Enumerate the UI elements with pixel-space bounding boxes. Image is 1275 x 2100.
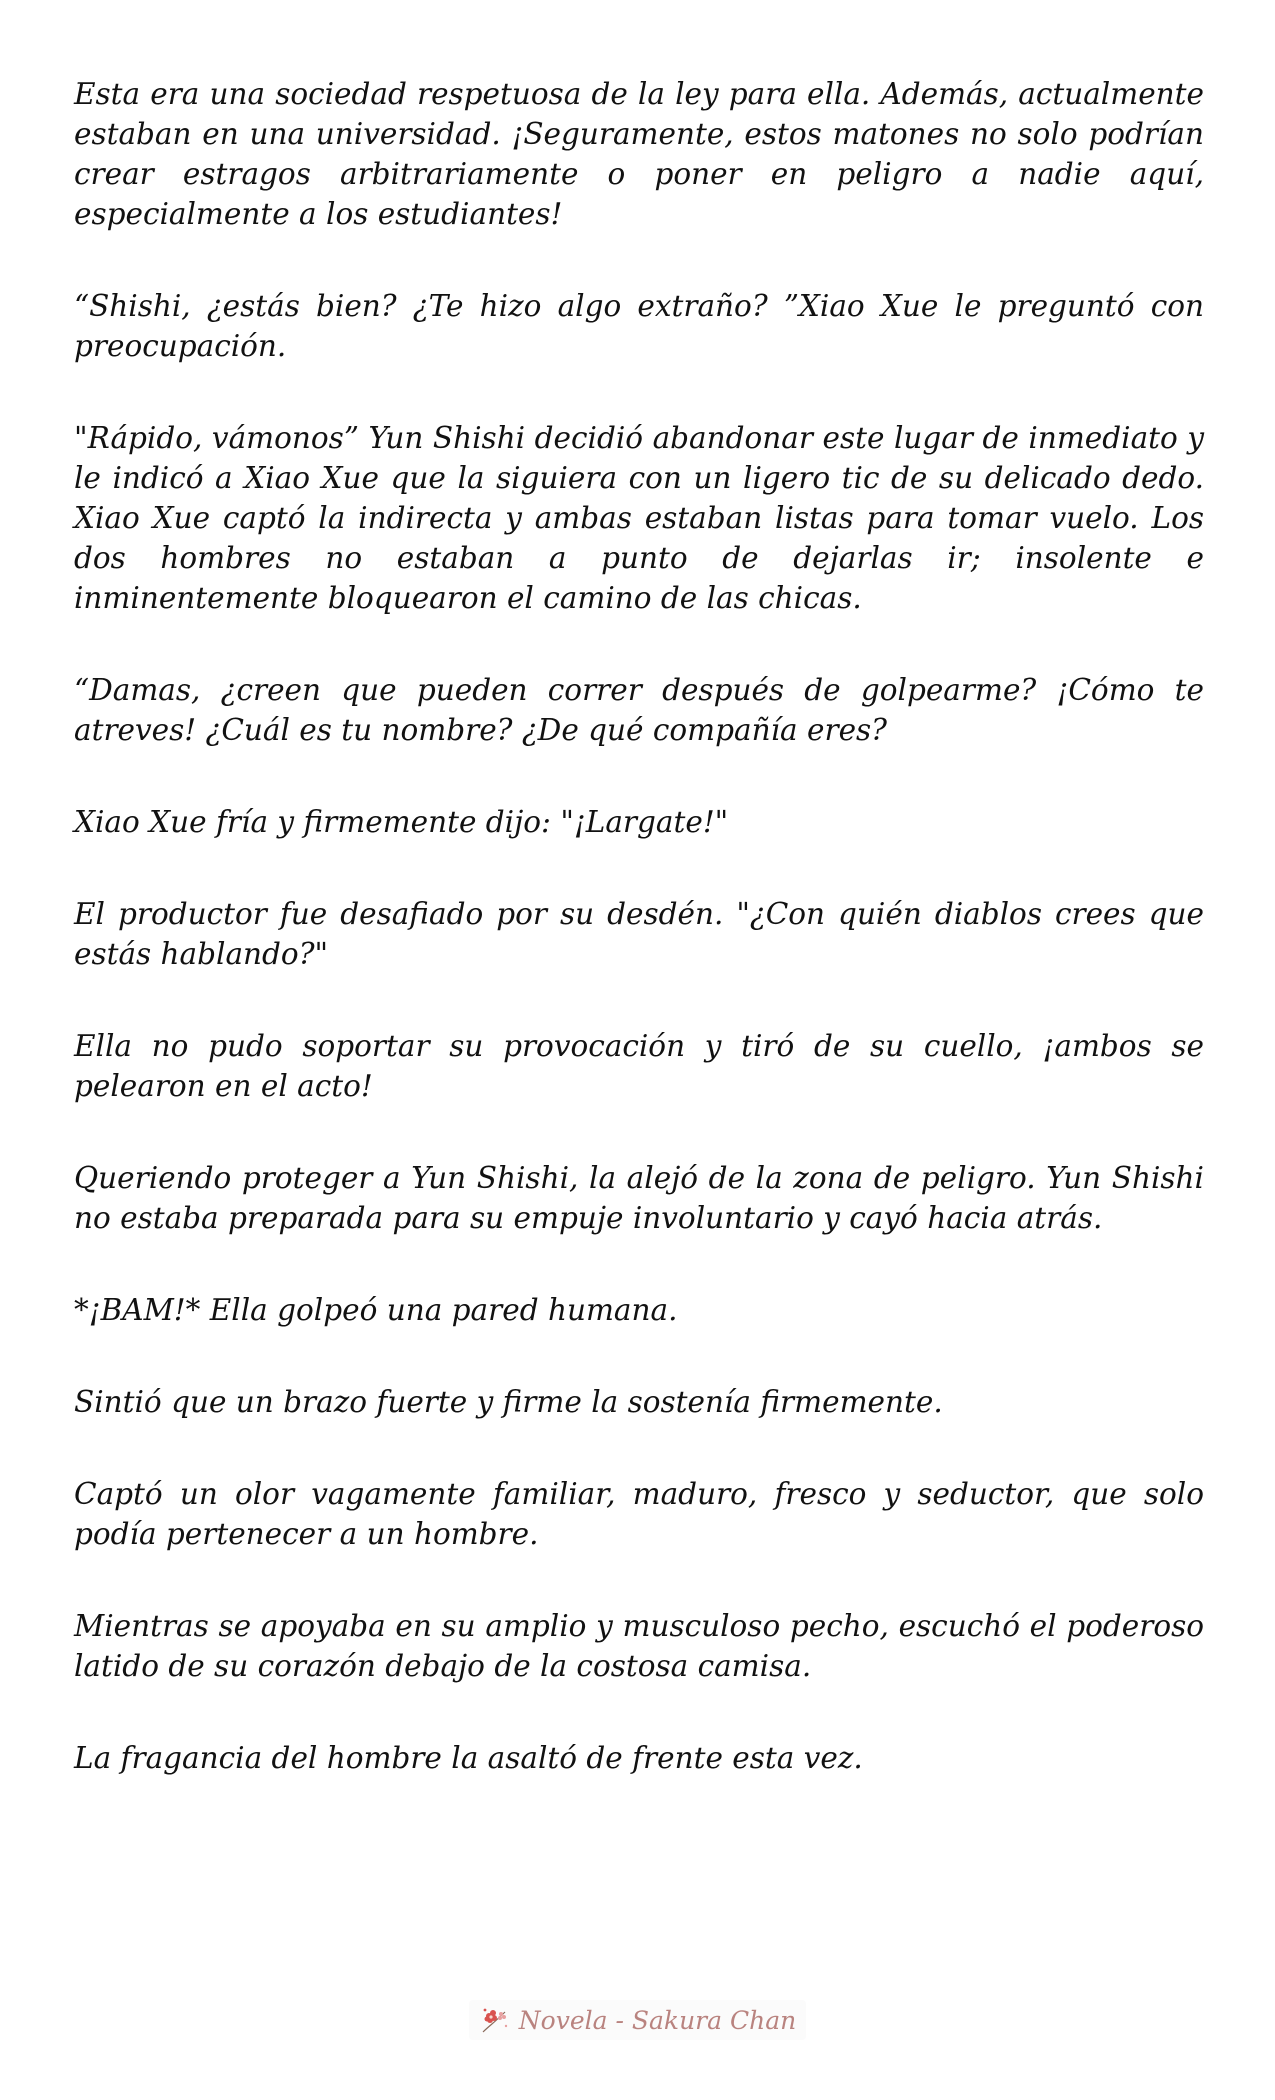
paragraph-11: Captó un olor vagamente familiar, maduro, fresco y seductor, que solo podía pertenecer a un hombre.: [74, 1477, 1204, 1551]
document-body: [74, 74, 1204, 1830]
footer-text: Novela - Sakura Chan: [518, 2005, 797, 2035]
paragraph-4: “Damas, ¿creen que pueden correr después de golpearme? ¡Cómo te atreves! ¿Cuál es tu nombre? ¿De qué compañía eres?: [74, 673, 1204, 747]
paragraph-5: Xiao Xue fría y firmemente dijo: "¡Largate!": [74, 805, 729, 839]
paragraph-8: Queriendo proteger a Yun Shishi, la alejó de la zona de peligro. Yun Shishi no estaba preparada para su empuje involuntario y cayó hacia atrás.: [74, 1161, 1204, 1235]
paragraph-3: "Rápido, vámonos” Yun Shishi decidió abandonar este lugar de inmediato y le indicó a Xiao Xue que la siguiera con un ligero tic de su delicado dedo. Xiao Xue captó la indirecta y ambas estaban listas para tomar vuelo. Los dos hombres no estaban a punto de dejarlas ir; insolente e inminentemente bloquearon el camino de las chicas.: [74, 421, 1204, 615]
paragraph-13: La fragancia del hombre la asaltó de frente esta vez.: [74, 1741, 863, 1775]
footer-badge: [469, 2000, 806, 2040]
paragraph-2: “Shishi, ¿estás bien? ¿Te hizo algo extraño? ”Xiao Xue le preguntó con preocupación.: [74, 289, 1204, 363]
paragraph-9: *¡BAM!* Ella golpeó una pared humana.: [74, 1293, 678, 1327]
sakura-flower-icon: [479, 2004, 511, 2036]
paragraph-1: Esta era una sociedad respetuosa de la ley para ella. Además, actualmente estaban en una universidad. ¡Seguramente, estos matones no solo podrían crear estragos arbitrariamente o poner en peligro a nadie aquí, especialmente a los estudiantes!: [74, 77, 1204, 231]
paragraph-7: Ella no pudo soportar su provocación y tiró de su cuello, ¡ambos se pelearon en el acto!: [74, 1029, 1204, 1103]
paragraph-10: Sintió que un brazo fuerte y firme la sostenía firmemente.: [74, 1385, 943, 1419]
footer-watermark: [0, 1990, 1275, 2050]
paragraph-6: El productor fue desafiado por su desdén. "¿Con quién diablos crees que estás hablando?": [74, 897, 1204, 971]
paragraph-12: Mientras se apoyaba en su amplio y musculoso pecho, escuchó el poderoso latido de su corazón debajo de la costosa camisa.: [74, 1609, 1204, 1683]
